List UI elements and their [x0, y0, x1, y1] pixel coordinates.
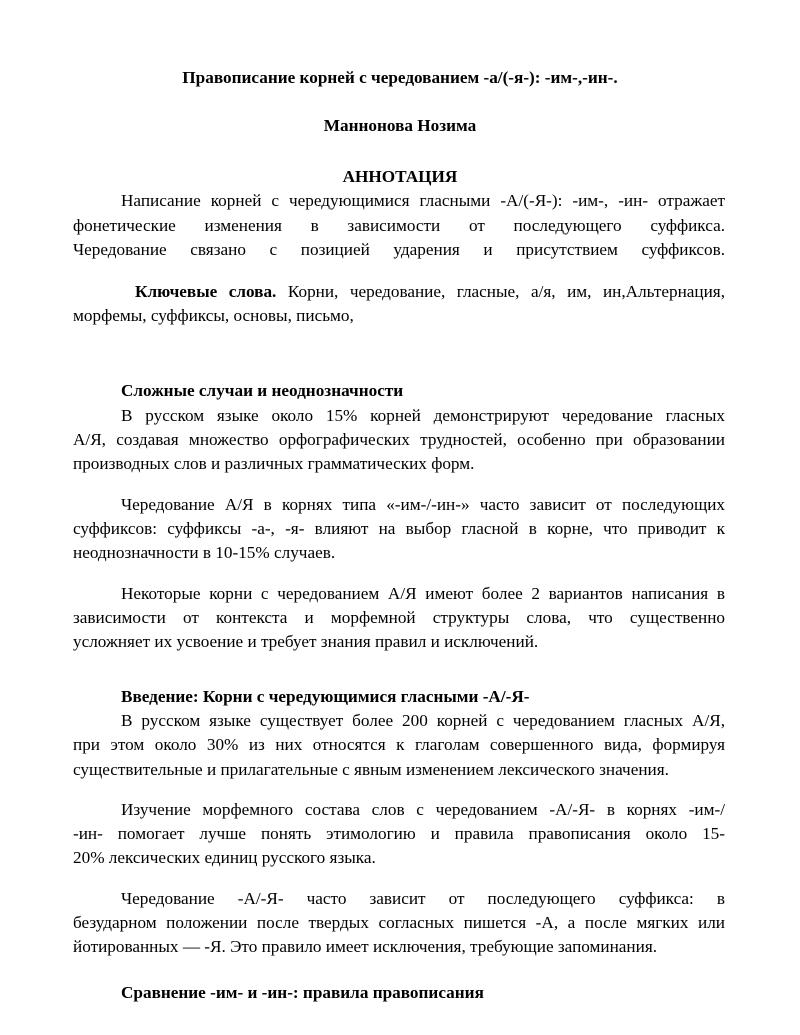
paragraph-line: В русском языке около 15% корней демонстрируют чередование гласных	[121, 406, 725, 425]
paragraph-line: Чередование -А/-Я- часто зависит от последующего суффикса: в	[121, 889, 725, 908]
keywords-label: Ключевые слова.	[135, 282, 277, 301]
annotation-heading: АННОТАЦИЯ	[342, 167, 458, 186]
paragraph-line: -ин- помогает лучше понять этимологию и правила правописания около 15-	[73, 824, 725, 843]
document-title: Правописание корней с чередованием -а/(-я-): -им-,-ин-.	[182, 68, 618, 87]
section-heading: Сложные случаи и неоднозначности	[121, 381, 404, 400]
paragraph-line: неоднозначности в 10-15% случаев.	[73, 543, 336, 562]
paragraph-line: существительные и прилагательные с явным изменением лексического значения.	[73, 760, 669, 779]
paragraph-line: Некоторые корни с чередованием А/Я имеют более 2 вариантов написания в	[121, 584, 725, 603]
paragraph-line: безударном положении после твердых согласных пишется -А, а после мягких или	[73, 913, 725, 932]
paragraph-line: производных слов и различных грамматических форм.	[73, 454, 475, 473]
paragraph-line: Изучение морфемного состава слов с чередованием -А/-Я- в корнях -им-/	[121, 800, 725, 819]
annotation-line: фонетические изменения в зависимости от последующего суффикса.	[73, 216, 725, 235]
paragraph-line: зависимости от контекста и морфемной структуры слова, что существенно	[73, 608, 725, 627]
keywords-text: Корни, чередование, гласные, а/я, им, ин,Альтернация,	[276, 282, 725, 301]
annotation-line: Написание корней с чередующимися гласными -А/(-Я-): -им-, -ин- отражает	[121, 191, 725, 210]
paragraph-line: 20% лексических единиц русского языка.	[73, 848, 376, 867]
keywords-line	[135, 280, 725, 304]
paragraph-line: при этом около 30% из них относятся к глаголам совершенного вида, формируя	[73, 735, 725, 754]
paragraph-line: А/Я, создавая множество орфографических трудностей, особенно при образовании	[73, 430, 725, 449]
paragraph-line: В русском языке существует более 200 корней с чередованием гласных А/Я,	[121, 711, 725, 730]
section-heading: Введение: Корни с чередующимися гласными -А/-Я-	[121, 687, 530, 706]
paragraph-line: Чередование А/Я в корнях типа «-им-/-ин-» часто зависит от последующих	[121, 495, 725, 514]
section-heading: Сравнение -им- и -ин-: правила правописания	[121, 983, 484, 1002]
paragraph-line: усложняет их усвоение и требует знания правил и исключений.	[73, 632, 539, 651]
keywords-line: морфемы, суффиксы, основы, письмо,	[73, 306, 354, 325]
paragraph-line: йотированных — -Я. Это правило имеет исключения, требующие запоминания.	[73, 937, 658, 956]
paragraph-line: суффиксов: суффиксы -а-, -я- влияют на выбор гласной в корне, что приводит к	[73, 519, 725, 538]
annotation-line: Чередование связано с позицией ударения и присутствием суффиксов.	[73, 240, 725, 259]
author-name: Маннонова Нозима	[323, 116, 477, 135]
